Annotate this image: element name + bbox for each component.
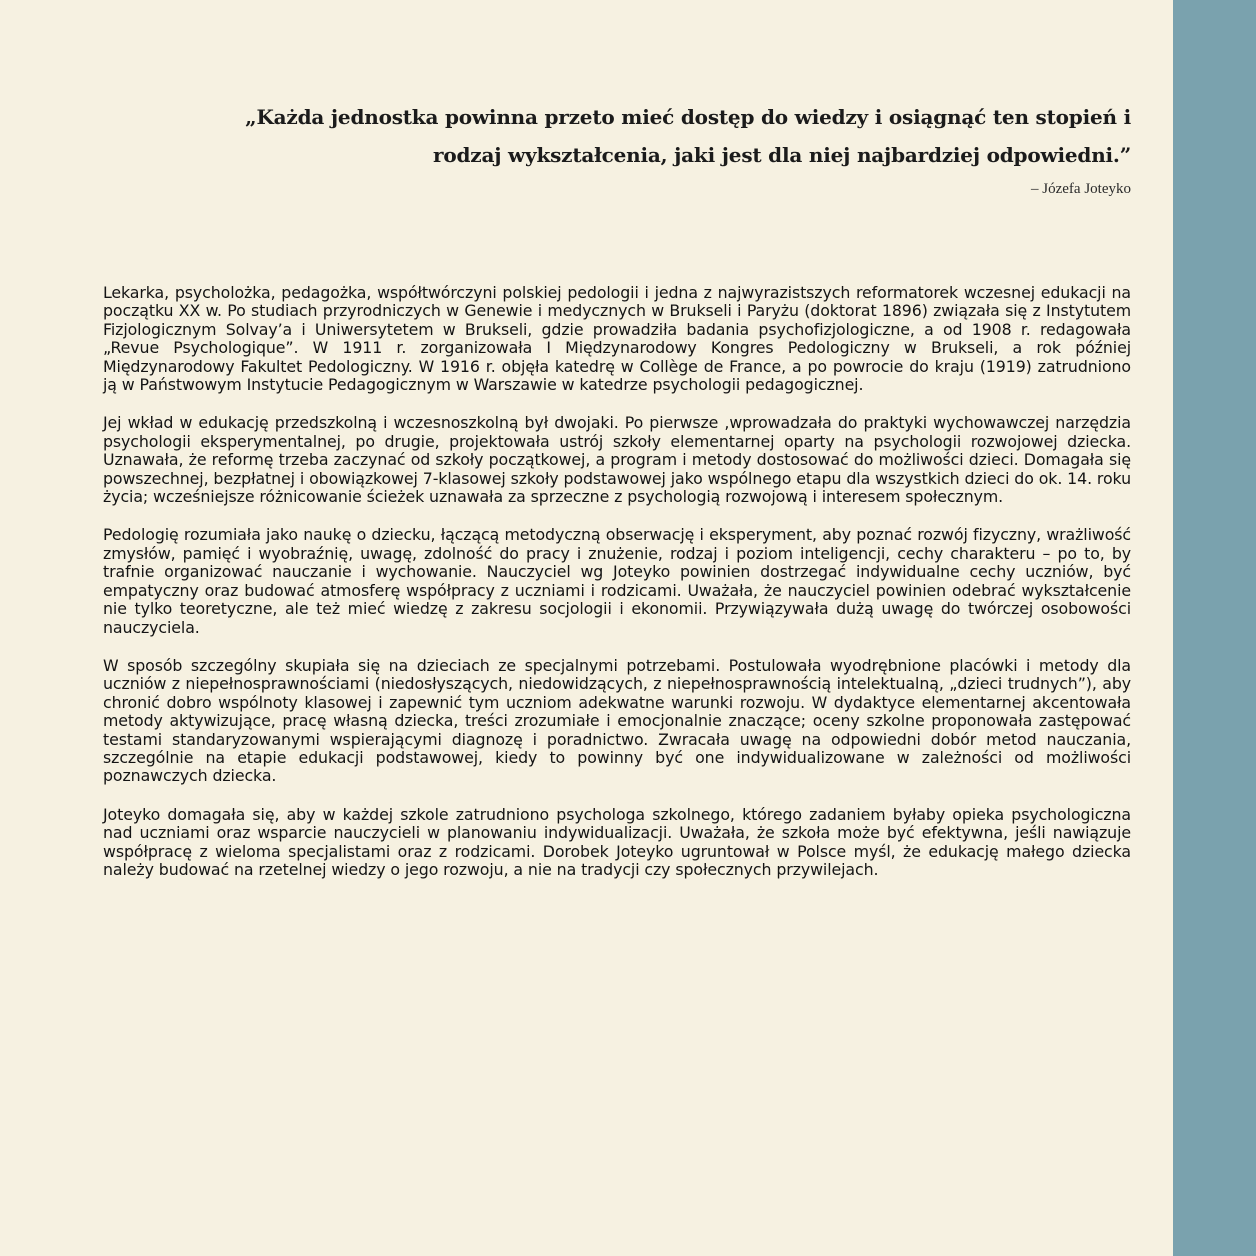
paragraph-5: Joteyko domagała się, aby w każdej szkole zatrudniono psychologa szkolnego, którego zadaniem byłaby opieka psychologiczna nad uczniami oraz wsparcie nauczycieli w planowaniu indywidualizacji. Uważała, że szkoła może być efektywna, jeśli nawiązuje współpracę z wieloma specjalistami oraz z rodzicami. Dorobek Joteyko ugruntował w Polsce myśl, że edukację małego dziecka należy budować na rzetelnej wiedzy o jego rozwoju, a nie na tradycji czy społecznych przywilejach. (103, 804, 1131, 879)
side-color-band (1173, 0, 1256, 1256)
quote-author: – Józefa Joteyko (1031, 181, 1131, 197)
paragraph-4: W sposób szczególny skupiała się na dzieciach ze specjalnymi potrzebami. Postulowała wyodrębnione placówki i metody dla uczniów z niepełnosprawnościami (niedosłyszących, niedowidzących, z niepełnosprawnością intelektualną, „dzieci trudnych”), aby chronić dobro wspólnoty klasowej i zapewnić tym uczniom adekwatne warunki rozwoju. W dydaktyce elementarnej akcentowała metody aktywizujące, pracę własną dziecka, treści zrozumiałe i emocjonalnie znaczące; oceny szkolne proponowała zastępować testami standaryzowanymi wspierającymi diagnozę i poradnictwo. Zwracała uwagę na odpowiedni dobór metod nauczania, szczególnie na etapie edukacji podstawowej, kiedy to powinny być one indywidualizowane w zależności od możliwości poznawczych dziecka. (103, 655, 1131, 786)
quote-text: „Każda jednostka powinna przeto mieć dostęp do wiedzy i osiągnąć ten stopień i rodzaj wykształcenia, jaki jest dla niej najbardziej odpowiedni.” (245, 105, 1131, 167)
biography-text (103, 284, 1131, 899)
paragraph-1: Lekarka, psycholożka, pedagożka, współtwórczyni polskiej pedologii i jedna z najwyrazistszych reformatorek wczesnej edukacji na początku XX w. Po studiach przyrodniczych w Genewie i medycznych w Brukseli i Paryżu (doktorat 1896) związała się z Instytutem Fizjologicznym Solvay’a i Uniwersytetem w Brukseli, gdzie prowadziła badania psychofizjologiczne, a od 1908 r. redagowała „Revue Psychologique”. W 1911 r. zorganizowała I Międzynarodowy Kongres Pedologiczny w Brukseli, a rok później Międzynarodowy Fakultet Pedologiczny. W 1916 r. objęła katedrę w Collège de France, a po powrocie do kraju (1919) zatrudniono ją w Państwowym Instytucie Pedagogicznym w Warszawie w katedrze psychologii pedagogicznej. (103, 283, 1131, 395)
quote-block (200, 98, 1131, 200)
paragraph-2: Jej wkład w edukację przedszkolną i wczesnoszkolną był dwojaki. Po pierwsze ,wprowadzała do praktyki wychowawczej narzędzia psychologii eksperymentalnej, po drugie, projektowała ustrój szkoły elementarnej oparty na psychologii rozwojowej dziecka. Uznawała, że reformę trzeba zaczynać od szkoły początkowej, a program i metody dostosować do możliwości dzieci. Domagała się powszechnej, bezpłatnej i obowiązkowej 7-klasowej szkoły podstawowej jako wspólnego etapu dla wszystkich dzieci do ok. 14. roku życia; wcześniejsze różnicowanie ścieżek uznawała za sprzeczne z psychologią rozwojową i interesem społecznym. (103, 413, 1131, 507)
paragraph-3: Pedologię rozumiała jako naukę o dziecku, łączącą metodyczną obserwację i eksperyment, aby poznać rozwój fizyczny, wrażliwość zmysłów, pamięć i wyobraźnię, uwagę, zdolność do pracy i znużenie, rodzaj i poziom inteligencji, cechy charakteru – po to, by trafnie organizować nauczanie i wychowanie. Nauczyciel wg Joteyko powinien dostrzegać indywidualne cechy uczniów, być empatyczny oraz budować atmosferę współpracy z uczniami i rodzicami. Uważała, że nauczyciel powinien odebrać wykształcenie nie tylko teoretyczne, ale też mieć wiedzę z zakresu socjologii i ekonomii. Przywiązywała dużą uwagę do twórczej osobowości nauczyciela. (103, 525, 1131, 637)
